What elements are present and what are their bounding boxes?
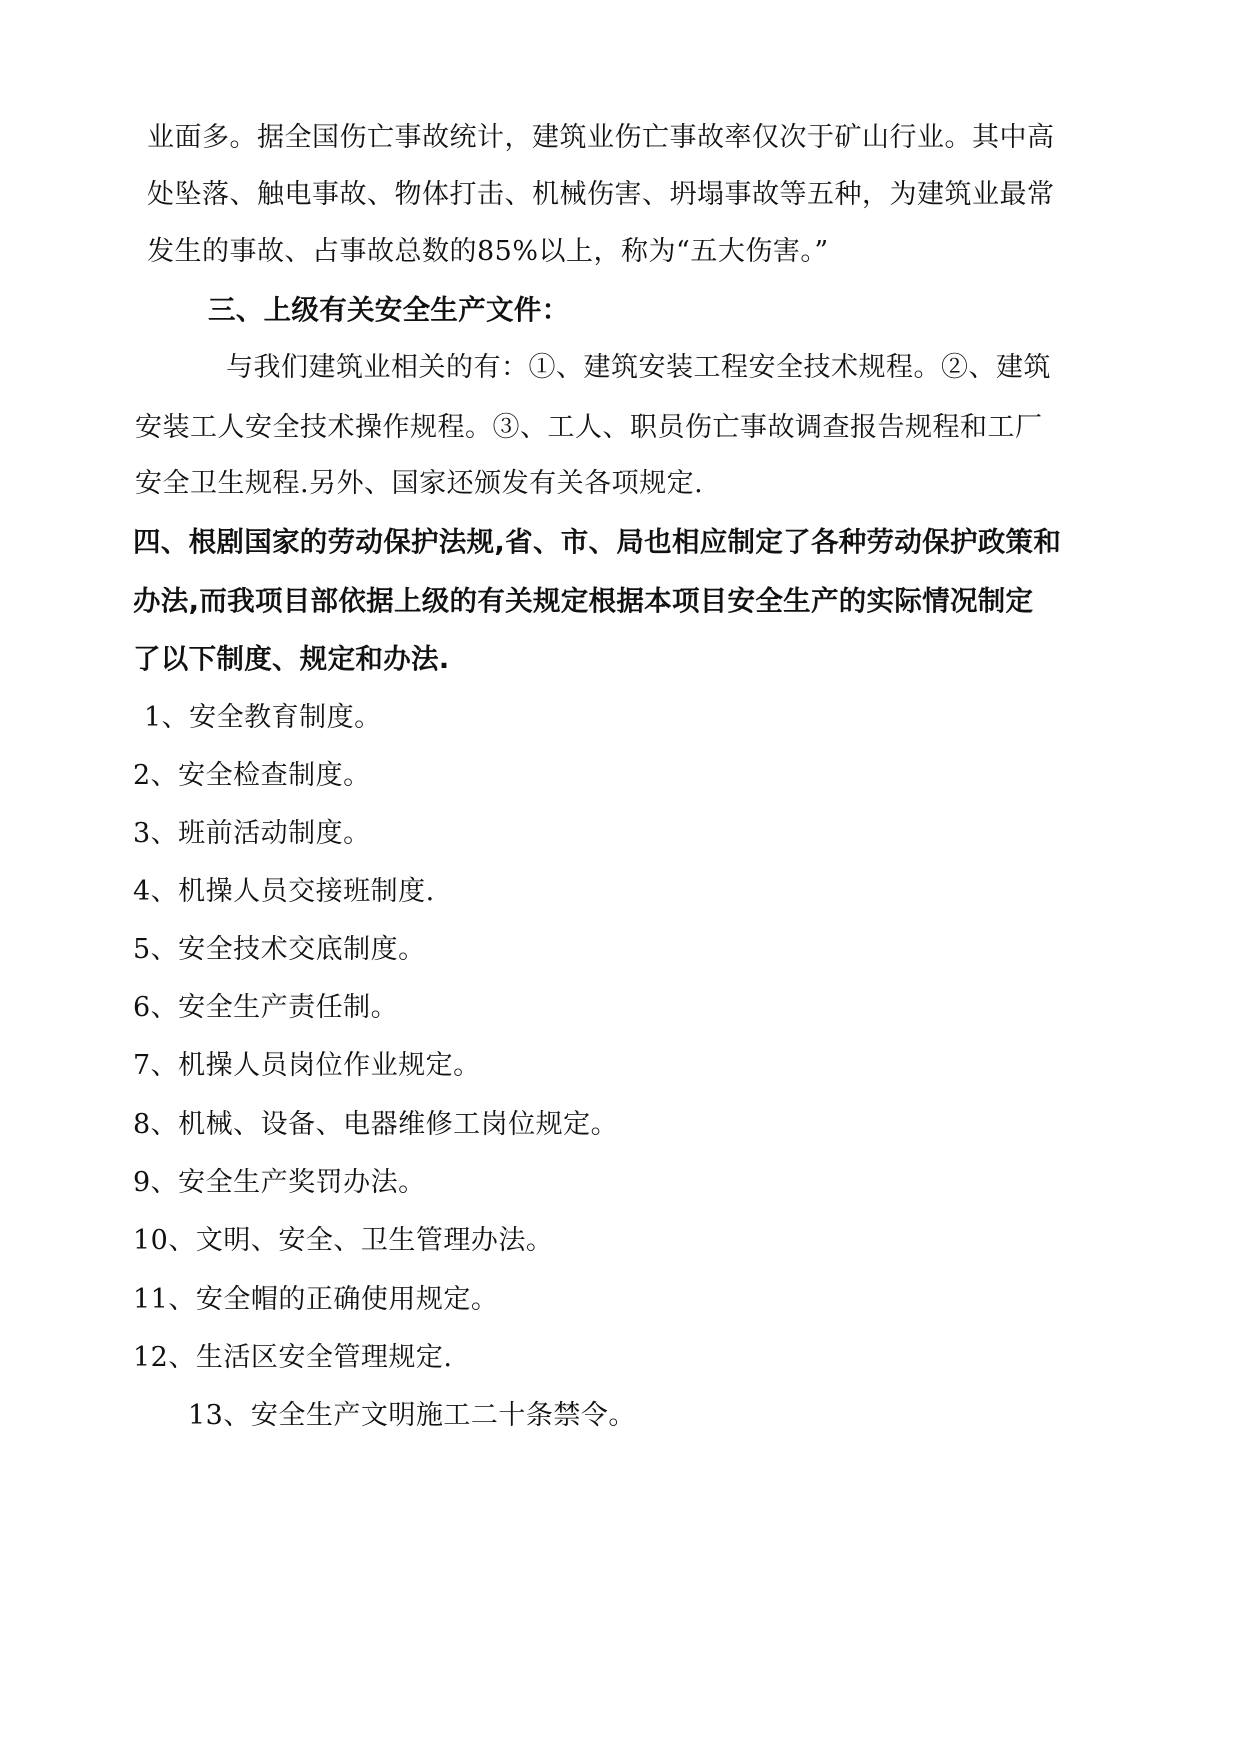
section-3-line-2: 安装工人安全技术操作规程。③、工人、职员伤亡事故调查报告规程和工厂 (135, 412, 1043, 443)
rule-item-4: 4、机操人员交接班制度. (133, 876, 435, 907)
section-4-line-2: 办法,而我项目部依据上级的有关规定根据本项目安全生产的实际情况制定 (133, 585, 1034, 617)
section-3-line-3: 安全卫生规程.另外、国家还颁发有关各项规定. (135, 468, 704, 499)
rule-item-13: 13、安全生产文明施工二十条禁令。 (188, 1400, 636, 1431)
rule-item-5: 5、安全技术交底制度。 (133, 934, 426, 965)
section-4-line-1: 四、根剧国家的劳动保护法规,省、市、局也相应制定了各种劳动保护政策和 (133, 526, 1062, 558)
rule-item-3: 3、班前活动制度。 (133, 818, 371, 849)
rule-item-8: 8、机械、设备、电器维修工岗位规定。 (133, 1109, 619, 1140)
section-3-heading: 三、上级有关安全生产文件： (208, 294, 570, 326)
rule-item-1: 1、安全教育制度。 (144, 702, 382, 733)
intro-line-3: 发生的事故、占事故总数的85%以上，称为“五大伤害。” (147, 236, 829, 267)
intro-line-2: 处坠落、触电事故、物体打击、机械伤害、坍塌事故等五种，为建筑业最常 (147, 179, 1055, 210)
rule-item-12: 12、生活区安全管理规定. (133, 1342, 453, 1373)
intro-line-1: 业面多。据全国伤亡事故统计，建筑业伤亡事故率仅次于矿山行业。其中高 (147, 122, 1055, 153)
section-3-line-1: 与我们建筑业相关的有：①、建筑安装工程安全技术规程。②、建筑 (226, 352, 1051, 383)
rule-item-2: 2、安全检查制度。 (133, 760, 371, 791)
section-4-line-3: 了以下制度、规定和办法. (133, 643, 450, 675)
rule-item-11: 11、安全帽的正确使用规定。 (133, 1284, 499, 1315)
rule-item-10: 10、文明、安全、卫生管理办法。 (133, 1225, 554, 1256)
rule-item-6: 6、安全生产责任制。 (133, 992, 399, 1023)
rule-item-9: 9、安全生产奖罚办法。 (133, 1167, 426, 1198)
rule-item-7: 7、机操人员岗位作业规定。 (133, 1050, 481, 1081)
